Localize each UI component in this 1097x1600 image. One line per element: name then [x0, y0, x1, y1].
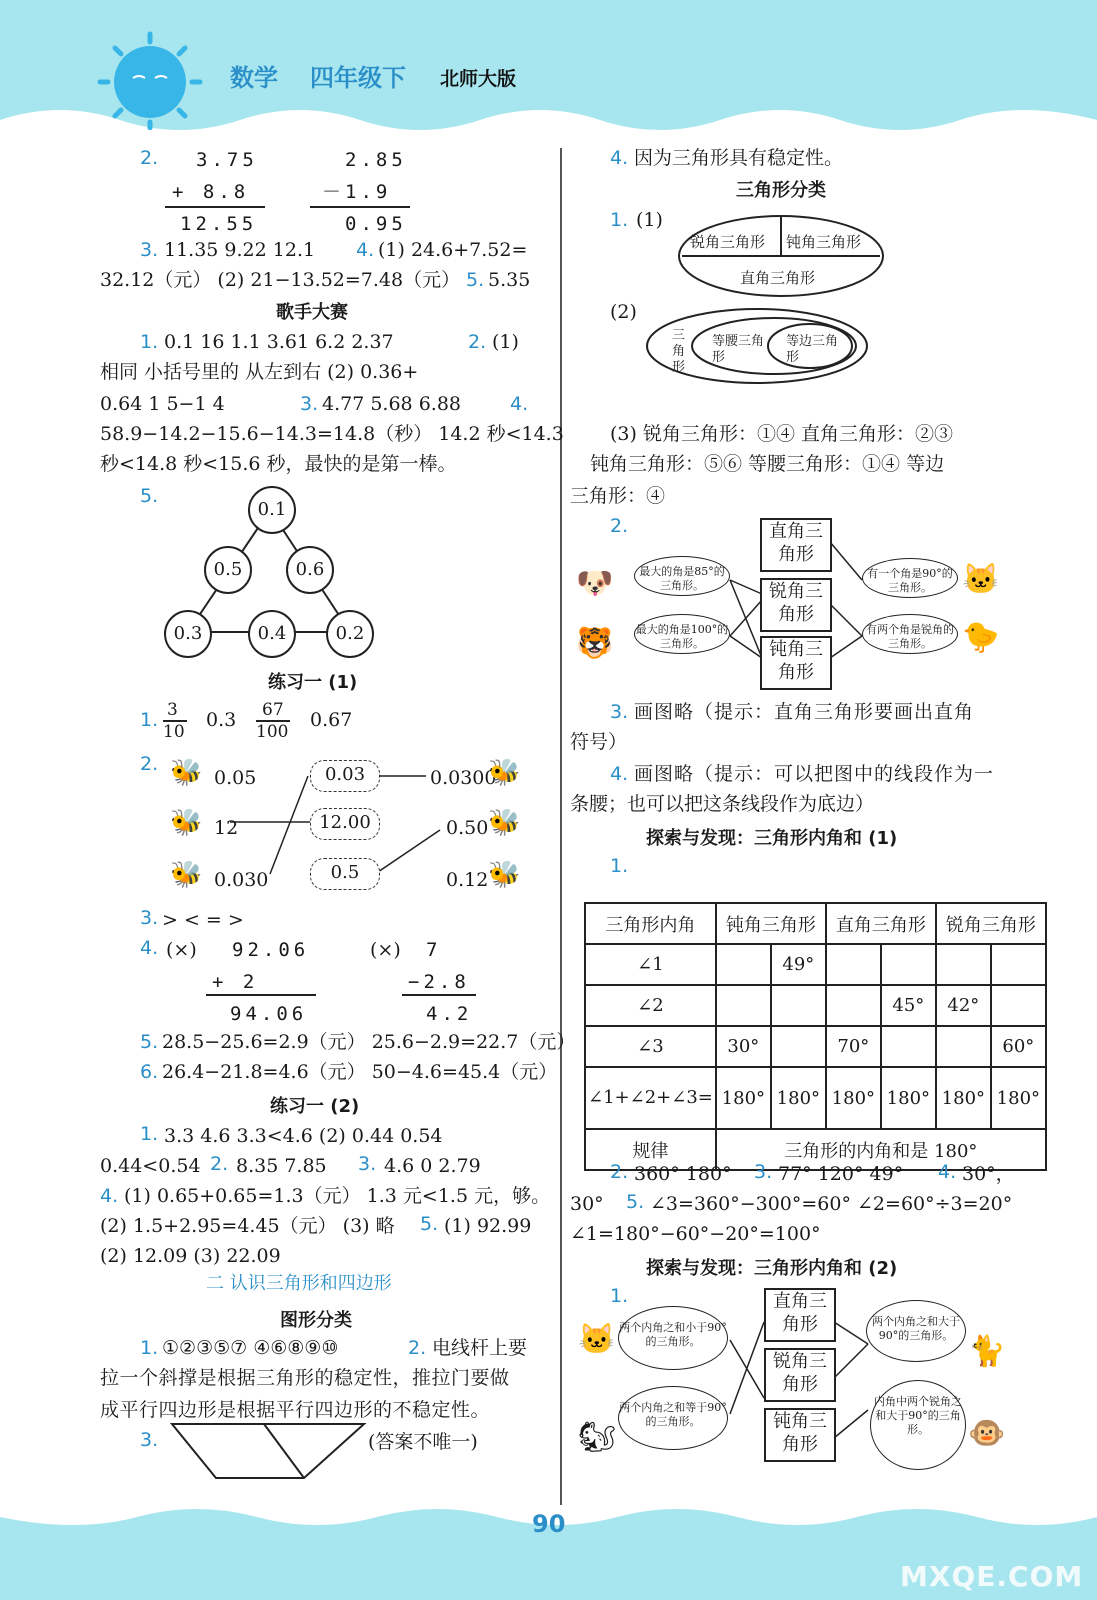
- match-right-3: 0.12: [446, 869, 489, 891]
- s1-q3-number: 3.: [300, 393, 319, 415]
- e2-q2-number: 2.: [210, 1153, 229, 1175]
- q2-b-line3: 0.95: [345, 213, 407, 235]
- column-divider: [560, 148, 562, 1508]
- table-cell: [991, 985, 1046, 1026]
- table-cell: 180°: [771, 1067, 826, 1129]
- cat-icon: 🐱: [962, 562, 1000, 597]
- a-q3-number: 3.: [754, 1161, 773, 1183]
- q2-number: 2.: [140, 147, 159, 169]
- b-q1-number: 1.: [610, 1285, 629, 1307]
- q2-b-line1: 2.85: [345, 149, 407, 171]
- table-header: 直角三角形: [826, 903, 936, 944]
- table-cell: 60°: [991, 1026, 1046, 1067]
- s1-q2-text: (1): [492, 331, 519, 353]
- c-q1-number: 1.: [610, 209, 629, 231]
- ellipse-acute: 锐角三角形: [690, 233, 766, 251]
- nested-inner-label: 等边三角形: [786, 334, 839, 365]
- m2-cloud-left-2: 两个内角之和等于90°的三角形。: [618, 1386, 728, 1450]
- table-cell: 30°: [716, 1026, 771, 1067]
- d-q3-text: 画图略（提示：直角三角形要画出直角: [634, 701, 975, 723]
- table-cell: [771, 1026, 826, 1067]
- table-cell: [936, 1026, 991, 1067]
- d-q4-text: 画图略（提示：可以把图中的线段作为一: [634, 763, 995, 785]
- e1-q6-text: 26.4−21.8=4.6（元） 50−4.6=45.4（元）: [162, 1061, 558, 1083]
- unit-title: 二 认识三角形和四边形: [206, 1273, 392, 1294]
- table-cell: ∠3: [585, 1026, 716, 1067]
- match-center-1: 0.03: [310, 760, 380, 792]
- table-cell: 180°: [936, 1067, 991, 1129]
- bee-icon: 🐝: [488, 808, 521, 838]
- q2-b-rule: [310, 206, 410, 208]
- m2-box-obtuse: 钝角三角形: [764, 1408, 836, 1462]
- e1-frac2-num: 67: [262, 700, 284, 720]
- s1-line3a: 0.64 1 5−1 4: [100, 393, 225, 415]
- table-cell: [716, 944, 771, 985]
- table-cell: 42°: [936, 985, 991, 1026]
- q5-number: 5.: [466, 269, 485, 291]
- m2-box-acute: 锐角三角形: [764, 1348, 836, 1402]
- bee-icon: 🐝: [170, 758, 203, 788]
- e1-q4-calc1-rule: [206, 994, 316, 996]
- c-q2-text: (2): [610, 301, 637, 323]
- a-q3-text: 77° 120° 49°: [778, 1163, 904, 1185]
- table-cell: 规律: [585, 1129, 716, 1170]
- table-cell: 三角形的内角和是 180°: [716, 1129, 1046, 1170]
- e1-frac2-den: 100: [256, 722, 289, 742]
- chick-icon: 🐤: [962, 620, 1000, 655]
- e2-line2a: 0.44<0.54: [100, 1155, 201, 1177]
- c-q1-text: (1): [636, 209, 663, 231]
- e1-q5-text: 28.5−25.6=2.9（元） 25.6−2.9=22.7（元）: [162, 1031, 576, 1053]
- s1-q5-number: 5.: [140, 485, 159, 507]
- table-cell: ∠1+∠2+∠3=: [585, 1067, 716, 1129]
- e1-q4-calc2-rule: [402, 994, 476, 996]
- r-q4-number: 4.: [610, 147, 629, 169]
- e2-q1-text: 3.3 4.6 3.3<4.6 (2) 0.44 0.54: [164, 1125, 443, 1147]
- trapezoid-diagram: [168, 1420, 368, 1482]
- e1-q4-calc1-line3: 94.06: [230, 1003, 308, 1025]
- q3-number: 3.: [140, 239, 159, 261]
- e1-q4-calc2-line1: 7: [426, 939, 442, 961]
- q4-number: 4.: [356, 239, 375, 261]
- s1-line2: 相同 小括号里的 从左到右 (2) 0.36+: [100, 361, 419, 383]
- tri-node-mid-left: 0.5: [204, 546, 252, 594]
- s1-line4: 58.9−14.2−15.6−14.3=14.8（秒） 14.2 秒<14.3: [100, 423, 564, 445]
- m1-box-acute: 锐角三角形: [760, 578, 832, 632]
- c-q3-line2: 钝角三角形：⑤⑥ 等腰三角形：①④ 等边: [590, 453, 945, 475]
- e1-frac1-den: 10: [163, 722, 185, 742]
- s1-line5: 秒<14.8 秒<15.6 秒，最快的是第一棒。: [100, 453, 457, 475]
- q4-text: (1) 24.6+7.52=: [378, 239, 528, 261]
- g-q1-number: 1.: [140, 1337, 159, 1359]
- m1-box-obtuse: 钝角三角形: [760, 636, 832, 690]
- line-32-12: 32.12（元） (2) 21−13.52=7.48（元）: [100, 269, 461, 291]
- page-number: 90: [532, 1510, 566, 1538]
- a-line2b: ∠3=360°−300°=60° ∠2=60°÷3=20°: [650, 1193, 1013, 1215]
- e2-line2c: 4.6 0 2.79: [384, 1155, 481, 1177]
- black-cat-icon: 🐈: [968, 1334, 1006, 1369]
- table-row: [585, 985, 1046, 1026]
- tri-node-mid-right: 0.6: [286, 546, 334, 594]
- match-right-1: 0.0300: [430, 767, 497, 789]
- e1-q4-judge-1: (×): [166, 939, 197, 961]
- g-q2-number: 2.: [408, 1337, 427, 1359]
- table-cell: 180°: [881, 1067, 936, 1129]
- m2-cloud-right-2: 内角中两个锐角之和大于90°的三角形。: [870, 1380, 966, 1470]
- d-q3-text2: 符号）: [570, 731, 628, 753]
- e2-line2b: 8.35 7.85: [236, 1155, 327, 1177]
- e2-q4-number: 4.: [100, 1185, 119, 1207]
- m2-cloud-right-1: 两个内角之和大于90°的三角形。: [866, 1300, 966, 1362]
- watermark: MXQE.COM: [900, 1560, 1084, 1593]
- nested-middle-label: 等腰三角形: [712, 334, 765, 365]
- m1-cloud-left-1: 最大的角是85°的三角形。: [634, 556, 730, 596]
- q2-b-line2: －1.9: [322, 181, 392, 203]
- table-row: [585, 1067, 1046, 1129]
- e1-q3-number: 3.: [140, 907, 159, 929]
- e1-q1-number: 1.: [140, 709, 159, 731]
- bee-icon: 🐝: [170, 860, 203, 890]
- e1-q4-calc1-line1: 92.06: [232, 939, 310, 961]
- q2-a-rule: [165, 206, 265, 208]
- match-left-3: 0.030: [214, 869, 269, 891]
- section-shape-classification: 图形分类: [280, 1310, 352, 1331]
- q2-a-line2: + 8.8: [172, 181, 250, 203]
- match-center-3: 0.5: [310, 858, 380, 890]
- table-cell: [936, 944, 991, 985]
- a-line2a: 30°: [570, 1193, 604, 1215]
- match-left-1: 0.05: [214, 767, 257, 789]
- g-line2: 拉一个斜撑是根据三角形的稳定性，推拉门要做: [100, 1367, 510, 1389]
- table-cell: [826, 985, 881, 1026]
- m2-cloud-left-1: 两个内角之和小于90°的三角形。: [618, 1306, 728, 1370]
- c-q3-line3: 三角形：④: [570, 485, 666, 507]
- q2-a-line1: 3.75: [196, 149, 258, 171]
- e1-q4-calc2-line2: −2.8: [408, 971, 470, 993]
- table-header: 钝角三角形: [716, 903, 826, 944]
- squirrel-icon: 🐿: [578, 1420, 617, 1455]
- tri-node-top: 0.1: [248, 486, 296, 534]
- match-center-2: 12.00: [310, 808, 380, 840]
- e2-line4a: (2) 1.5+2.95=4.45（元） (3) 略: [100, 1215, 395, 1237]
- nested-outer-label: 三角形: [672, 328, 686, 375]
- a-q4-number: 4.: [938, 1161, 957, 1183]
- s1-line3b: 4.77 5.68 6.88: [322, 393, 461, 415]
- dog-icon: 🐶: [576, 566, 614, 601]
- table-cell: 45°: [881, 985, 936, 1026]
- a-q5-number: 5.: [626, 1191, 645, 1213]
- tri-node-bottom-mid: 0.4: [248, 610, 296, 658]
- sun-icon: [95, 30, 205, 130]
- table-cell: [881, 944, 936, 985]
- table-cell: [716, 985, 771, 1026]
- m1-box-right: 直角三角形: [760, 518, 832, 572]
- table-header: 三角形内角: [585, 903, 716, 944]
- table-cell: 49°: [771, 944, 826, 985]
- g-q3-number: 3.: [140, 1429, 159, 1451]
- tri-node-bottom-right: 0.2: [326, 610, 374, 658]
- s1-q1-text: 0.1 16 1.1 3.61 6.2 2.37: [164, 331, 394, 353]
- table-row: [585, 944, 1046, 985]
- bee-icon: 🐝: [488, 758, 521, 788]
- bee-icon: 🐝: [170, 808, 203, 838]
- e1-q4-calc2-line3: 4.2: [426, 1003, 473, 1025]
- match-right-2: 0.50: [446, 817, 489, 839]
- table-cell: ∠1: [585, 944, 716, 985]
- e1-value-2: 0.67: [310, 709, 353, 731]
- monkey-icon: 🐵: [968, 1416, 1006, 1451]
- section-exercise-1-2: 练习一 (2): [270, 1096, 360, 1117]
- ellipse-right: 直角三角形: [740, 269, 816, 287]
- e2-line5: (2) 12.09 (3) 22.09: [100, 1245, 281, 1267]
- table-cell: [826, 944, 881, 985]
- header-grade: 四年级下: [310, 64, 406, 92]
- tri-node-bottom-left: 0.3: [164, 610, 212, 658]
- table-cell: 70°: [826, 1026, 881, 1067]
- e2-q3-number: 3.: [358, 1153, 377, 1175]
- e1-q6-number: 6.: [140, 1061, 159, 1083]
- c-q3-line1: (3) 锐角三角形：①④ 直角三角形：②③: [610, 423, 953, 445]
- e2-q5-number: 5.: [420, 1213, 439, 1235]
- e1-q5-number: 5.: [140, 1031, 159, 1053]
- angle-table: [584, 902, 1047, 1171]
- table-cell: [881, 1026, 936, 1067]
- e1-value-1: 0.3: [206, 709, 237, 731]
- cat-icon: 🐱: [578, 1322, 616, 1357]
- ellipse-obtuse: 钝角三角形: [786, 233, 862, 251]
- e1-frac1-num: 3: [167, 700, 178, 720]
- table-cell: 180°: [716, 1067, 771, 1129]
- e2-line3: (1) 0.65+0.65=1.3（元） 1.3 元<1.5 元，够。: [124, 1185, 551, 1207]
- table-cell: 180°: [826, 1067, 881, 1129]
- d-q3-number: 3.: [610, 701, 629, 723]
- tiger-icon: 🐯: [576, 626, 614, 661]
- t-q1-number: 1.: [610, 855, 629, 877]
- d-q4-text2: 条腰；也可以把这条线段作为底边）: [570, 793, 875, 815]
- table-cell: 180°: [991, 1067, 1046, 1129]
- q3-text: 11.35 9.22 12.1: [164, 239, 316, 261]
- g-q3-note: (答案不唯一): [368, 1431, 478, 1453]
- m1-cloud-left-2: 最大的角是100°的三角形。: [634, 614, 730, 654]
- a-q2-text: 360° 180°: [634, 1163, 732, 1185]
- header-subject: 数学: [230, 64, 278, 92]
- g-q1-text: ①②③⑤⑦ ④⑥⑧⑨⑩: [162, 1337, 339, 1359]
- table-cell: ∠2: [585, 985, 716, 1026]
- table-header-row: [585, 903, 1046, 944]
- section-triangle-classification: 三角形分类: [736, 180, 826, 201]
- e1-q4-number: 4.: [140, 937, 159, 959]
- section-singer-contest: 歌手大赛: [276, 302, 348, 323]
- m1-cloud-right-2: 有两个角是锐角的三角形。: [862, 614, 958, 654]
- e2-line4b: (1) 92.99: [444, 1215, 532, 1237]
- section-exercise-1-1: 练习一 (1): [268, 672, 358, 693]
- section-angle-sum-1: 探索与发现：三角形内角和 (1): [646, 828, 898, 849]
- d-q4-number: 4.: [610, 763, 629, 785]
- a-q4-text: 30°，: [962, 1163, 1015, 1185]
- section-angle-sum-2: 探索与发现：三角形内角和 (2): [646, 1258, 898, 1279]
- a-line3: ∠1=180°−60°−20°=100°: [570, 1223, 821, 1245]
- c-q4-number: 2.: [610, 515, 629, 537]
- s1-q2-number: 2.: [468, 331, 487, 353]
- bee-icon: 🐝: [488, 860, 521, 890]
- match-left-2: 12: [214, 817, 239, 839]
- q2-a-line3: 12.55: [180, 213, 258, 235]
- e1-q2-number: 2.: [140, 753, 159, 775]
- table-cell: [771, 985, 826, 1026]
- g-q2-text: 电线杆上要: [432, 1337, 528, 1359]
- e2-q1-number: 1.: [140, 1123, 159, 1145]
- m1-cloud-right-1: 有一个角是90°的三角形。: [862, 558, 958, 598]
- table-cell: [991, 944, 1046, 985]
- e1-q4-calc1-line2: + 2: [212, 971, 259, 993]
- e1-q3-text: > < = >: [162, 909, 244, 931]
- header-edition: 北师大版: [440, 68, 517, 90]
- q5-text: 5.35: [488, 269, 531, 291]
- table-header: 锐角三角形: [936, 903, 1046, 944]
- a-q2-number: 2.: [610, 1161, 629, 1183]
- s1-q1-number: 1.: [140, 331, 159, 353]
- e1-q4-judge-2: (×): [370, 939, 401, 961]
- r-q4-text: 因为三角形具有稳定性。: [634, 147, 844, 169]
- g-line3: 成平行四边形是根据平行四边形的不稳定性。: [100, 1399, 491, 1421]
- table-row: [585, 1026, 1046, 1067]
- s1-q4-number: 4.: [510, 393, 529, 415]
- m2-box-right: 直角三角形: [764, 1288, 836, 1342]
